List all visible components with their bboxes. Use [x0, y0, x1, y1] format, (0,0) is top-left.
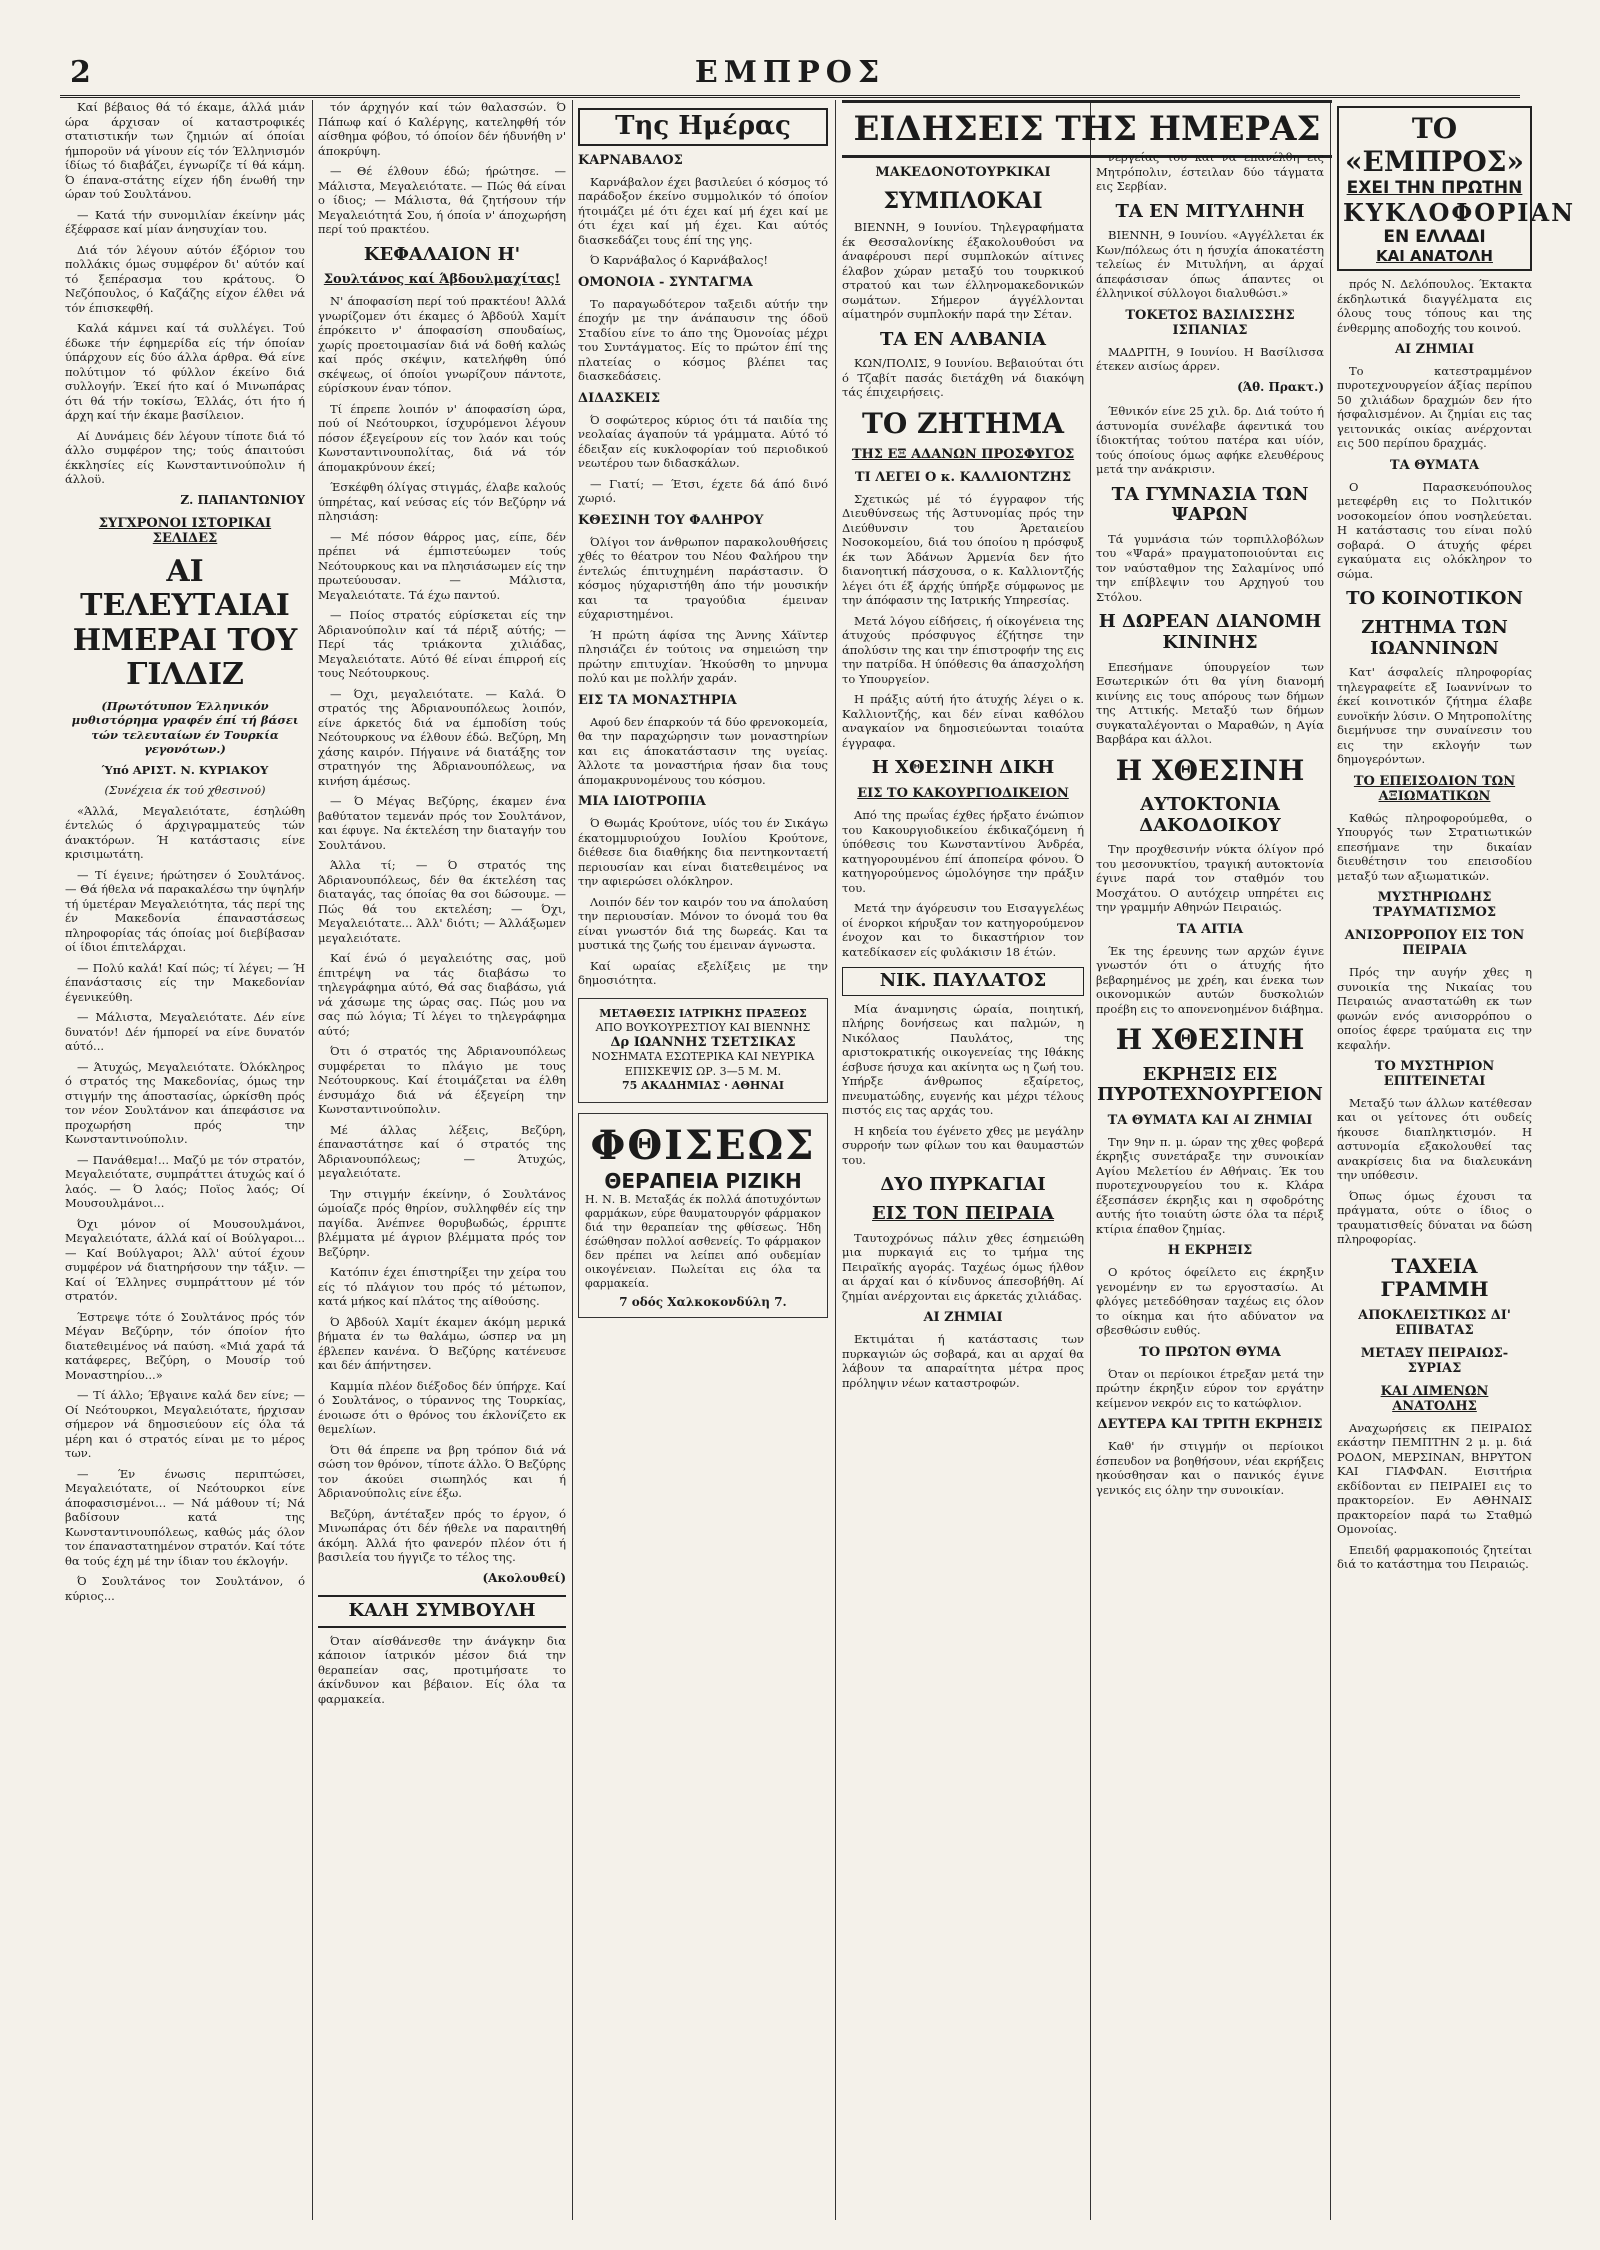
paragraph: Έκ της έρευνης των αρχών έγινε γνωστόν ότι ο άτυχής ήτο βεβαρημένος με χρέη, και ένεκα των οικονομικών αυτών δυσκολιών προέβη εις το απονενοημένον διάβημα.: [1096, 943, 1324, 1016]
paragraph: Σχετικώς μέ τό έγγραφον τής Διευθύνσεως τής Άστυνομίας πρός την Διεύθυνσιν του Άρεταιείου Νοσοκομείου, διά του όποίου η πρόσφυξ έκ των Άδάνων Άρμενία δεν ήτο διανοητική πάσχουσα, ο κ. Καλλιοντζής λέγει ότι έξ άρχής ύπήρξε σύμφωνος με την άπόφασιν της Ιατρικής Υπηρεσίας.: [842, 491, 1084, 608]
paragraph: — Θέ έλθουν έδώ; ήρώτησε. — Μάλιστα, Μεγαλειότατε. — Πώς θά είναι ο ίδιος; — Μάλιστα, θά ζητήσουν τήν Μεγαλειότητά Σου, ή όποία ν' άποχωρήση περί τού πρακτέου.: [318, 164, 566, 236]
item-heading: ΜΙΑ ΙΔΙΟΤΡΟΠΙΑ: [578, 794, 706, 810]
paragraph: Ό Σουλτάνος τον Σουλτάνον, ό κύριος...: [65, 1574, 305, 1603]
paragraph: — Γιατί; — Έτσι, έχετε δά άπό δινό χωριό.: [578, 476, 828, 506]
headline: ΤΑ ΑΙΤΙΑ: [1176, 921, 1244, 937]
headline: ΖΗΤΗΜΑ ΤΩΝ ΙΩΑΝΝΙΝΩΝ: [1361, 617, 1508, 659]
doctor-notice: [578, 998, 828, 1103]
item-heading: ΟΜΟΝΟΙΑ - ΣΥΝΤΑΓΜΑ: [578, 274, 753, 290]
headline: Η ΧΘΕΣΙΝΗ ΔΙΚΗ: [871, 757, 1055, 779]
item-heading: ΚΑΡΝΑΒΑΛΟΣ: [578, 152, 683, 168]
circulation-box: [1337, 106, 1576, 271]
headline: ΕΙΣ ΤΟΝ ΠΕΙΡΑΙΑ: [872, 1202, 1054, 1224]
headline: ΔΕΥΤΕΡΑ ΚΑΙ ΤΡΙΤΗ ΕΚΡΗΞΙΣ: [1097, 1417, 1323, 1433]
paragraph: Το παραγωδότερον ταξειδι αύτήν την έποχήν με την άνάπαυσιν της όδοϋ Σταδίου είνε το άπο της Όμονοίας μέχρι του Συντάγματος. Είς το πρώτον έπί της πλατείας ο κόσμος βλέπει τας διασκεδάσεις.: [578, 296, 828, 384]
headline: ΝΙΚ. ΠΑΥΛΑΤΟΣ: [842, 967, 1084, 996]
paragraph: — Πολύ καλά! Καί πώς; τί λέγει; — Ή έπανάστασις είς την Μακεδονίαν έγενικεύθη.: [65, 960, 305, 1004]
paragraph: πρός Ν. Δελόπουλος. Έκτακτα έκδηλωτικά διαγγέλματα εις όλους τους τόπους και της ένθερμης αποδοχής του κοινού.: [1337, 277, 1532, 335]
box-line: ΚΥΚΛΟΦΟΡΙΑΝ: [1343, 198, 1576, 227]
paragraph: ΒΙΕΝΝΗ, 9 Ιουνίου. Τηλεγραφήματα έκ Θεσσαλονίκης έξακολουθούσι να άναφέρουσι περί συμπλοκών αίτινες έλαβον χώραν μεταξύ του τουρκικού στρατού και των έλληνομακεδονικών σωμάτων. Σήμερον άγγέλλονται αίματηρόν συμπλοκήν παρά την Σέταν.: [842, 220, 1084, 322]
paragraph: νεργείας του και να επανέλθη εις Μητρόπολιν, έστειλαν δύο τάγματα εις Σερβίαν.: [1096, 150, 1324, 193]
item-heading: ΚΘΕΣΙΝΗ ΤΟΥ ΦΑΛΗΡΟΥ: [578, 512, 764, 528]
paragraph: Άλλα τί; — Ό στρατός της Άδριανουπόλεως, δέν θα έκτελέση τας διαταγάς, τας όποίας θα σοι δώσουμε. — Πώς θά του εκτελέση; — Όχι, Μεγαλειότατε... Άλλ' διότι; — Άλλάξωμεν μεγαλειότατε.: [318, 858, 566, 945]
paragraph: Καλά κάμνει καί τά συλλέγει. Τού έδωκε τήν έφημερίδα είς τήν όποίαν ύπάρχουν είς δύο άλλα άρθρα. Θά είνε πολύτιμον τό φύλλον έκείνο διά συλλογήν. Έκεί ήτο καί ό Μινωπάρας ότι θά τήν τοκίσω, Έλλάς, ότι ήτο ή άρχη καί τήν έκαμε βασίλειον.: [65, 321, 305, 422]
paragraph: Ό Θωμάς Κρούτονε, υίός του έν Σικάγω έκατομμυριούχου Ιουλίου Κρούτονε, διέθεσε δια διαθήκης δια πεντηκονταετή περιουσίαν και είναι διατεθειμένος να την αφιερώσει ολόκληρον.: [578, 816, 828, 889]
paragraph: Την 9ην π. μ. ώραν της χθες φοβερά έκρηξις συνετάραξε την συνοικίαν Αγίου Μελετίου έν Αθήναις. Έκ του πυροτεχνουργείου του κ. Κλάρα έξεσπάσεν έκρηξις και η σφοδρότης αυτής ήτο τοιαύτη ώστε όλα τα πέριξ κτίρια έπαθον ζημίας.: [1096, 1134, 1324, 1236]
paragraph: Καί βέβαιος θά τό έκαμε, άλλά μιάν ώρα άρχισαν οί καταστροφικές στατιστικήν των ζημιών αί όποίαι ήμποροϋν νά γίνουν είς τόν Έλληνισμόν ίδίως τό διαβάζει, έγνωρίζε τί θά κάμη. Ό έπανα-στάτης είχεν ήδη ένωθή την ώραν τού Σουλτάνου.: [65, 100, 305, 201]
paragraph: Όχι μόνον οί Μουσουλμάνοι, Μεγαλειότατε, άλλά καί οί Βούλγαροι... — Καί Βούλγαροι; Άλλ' αύτοί έχουν συμφέρον νά διατηρήσουν την τάξιν. — Καί οί Έλληνες συμπράττουν μέ τόν στρατόν.: [65, 1216, 305, 1304]
headline: ΑΝΙΣΟΡΡΟΠΟΥ ΕΙΣ ΤΟΝ ΠΕΙΡΑΙΑ: [1344, 928, 1525, 959]
paragraph: ΚΩΝ/ΠΟΛΙΣ, 9 Ιουνίου. Βεβαιούται ότι ό Τζαβίτ πασάς διετάχθη νά διακόψη τάς έπιχειρήσεις.: [842, 356, 1084, 400]
paragraph: Εκτιμάται ή κατάστασις των πυρκαγιών ώς σοβαρά, και αι αρχαί θα λάβουν τα απαραίτητα μέτρα προς πρόληψιν νέων καταστροφών.: [842, 1332, 1084, 1390]
paragraph: Ότι θά έπρεπε να βρη τρόπον διά νά σώση τον θρόνον, τίποτε άλλο. Ό Βεζύρης τον άκούει σιωπηλός και ή Άδριανούπολις είνε έξω.: [318, 1442, 566, 1501]
paragraph: Ν' άποφασίση περί τού πρακτέου! Άλλά γνωρίζομεν ότι έκαμες ό Άβδούλ Χαμίτ έπρόκειτο ν' άποφασίση σπουδαίως, χωρίς προετοιμασίαν διά νά δοθή καλώς καί πρός σκέψιν, κατελήφθη ύπό σκέψεως, οί όποίοι γνωρίζουν πάντοτε, εύρίσκουν έναν τόπον.: [318, 294, 566, 396]
headline: ΜΥΣΤΗΡΙΩΔΗΣ ΤΡΑΥΜΑΤΙΣΜΟΣ: [1372, 890, 1497, 921]
paragraph: «Άλλά, Μεγαλειότατε, έσηλώθη έντελώς ό άρχιγραμματεύς τών άνακτόρων. Ή κατάστασις είνε κρισιμωτάτη.: [65, 803, 305, 862]
headline: ΑΥΤΟΚΤΟΝΙΑ ΔΑΚΟΔΟΙΚΟΥ: [1139, 794, 1281, 836]
paragraph: Τί έπρεπε λοιπόν ν' άποφασίση ώρα, πού οί Νεότουρκοι, ίσχυρόμενοι λέγουν πόσον έξεγείρουν είς τον λαόν και τούς Κωνσταντινουπολίτας, διά νά τόν άπομακρύνουν έκεί;: [318, 401, 566, 474]
paragraph: Λοιπόν δέν τον καιρόν του να άπολαύση την περιουσίαν. Μόνον το όνομά του θα είναι γνωστόν διά της δωρεάς. Και τα μυστικά της ζωής του έμειναν άγνωστα.: [578, 894, 828, 953]
headline: ΣΥΜΠΛΟΚΑΙ: [883, 187, 1043, 214]
headline: ΚΑΙ ΛΙΜΕΝΩΝ ΑΝΑΤΟΛΗΣ: [1380, 1383, 1489, 1414]
paragraph: Η κηδεία του έγένετο χθες με μεγάλην συρροήν των φίλων του και θαυμαστών του.: [842, 1123, 1084, 1167]
paragraph: Καρνάβαλον έχει βασιλεύει ό κόσμος τό παράδοξον έκείνο συμμολικόν τό όποίον ήτοιμάζει μέ ότι έχει καί μή έχει καί με ότι έχει καί μή έχει. Και αύτός διασκεδάζει τους έπί της γης.: [578, 174, 828, 247]
paragraph: Ή πρώτη άφίσα της Άννης Χάϊντερ πλησιάζει έν τούτοις να σημειώση την πρώτην επιτυχίαν. Ήκούσθη το μηνυμα πολύ και με πολλήν χαράν.: [578, 627, 828, 686]
paragraph: — Ό Μέγας Βεζύρης, έκαμεν ένα βαθύτατον τεμενάν πρός τον Σουλτάνον, και έφυγε. Να έκτελέση την διαταγήν του Σουλτάνου.: [318, 794, 566, 852]
headline: ΤΑ ΓΥΜΝΑΣΙΑ ΤΩΝ ΨΑΡΩΝ: [1111, 483, 1309, 526]
paragraph: Μία άναμνησις ώραία, ποιητική, πλήρης δονήσεως και παλμών, η Νικόλαος Παυλάτος, της αριστοκρατικής οικογενείας της Ιθάκης έσβυσε ήσυχα και ακίνητα ως η ζωή του. Υπήρξε άνθρωπος εξαίρετος, πνευματώδης, ευγενής και μέχρι τέλους πιστός εις τας αρχάς του.: [842, 1001, 1084, 1118]
column-3: [578, 100, 828, 2220]
paragraph: Επεσήμανε ύπουργείον των Εσωτερικών ότι θα γίνη διανομή κινίνης εις τους απόρους των δήμων της Αττικής. Μεταξύ των δήμων συγκαταλέγονται ο Μαραθών, η Αγία Βαρβάρα και άλλοι.: [1096, 659, 1324, 747]
headline: ΤΟ ΕΠΕΙΣΟΔΙΟΝ ΤΩΝ ΑΞΙΩΜΑΤΙΚΩΝ: [1353, 773, 1516, 804]
source-credit: (Άθ. Πρακτ.): [1237, 379, 1324, 394]
paragraph: Καθ' ήν στιγμήν οι περίοικοι έσπευδον να βοηθήσουν, νέαι εκρήξεις ηκούσθησαν και ο πανικός έγινε γενικός εις όλην την συνοικίαν.: [1096, 1439, 1324, 1497]
headline: ΤΑ ΕΝ ΑΛΒΑΝΙΑ: [879, 328, 1047, 350]
paragraph: — Όχι, μεγαλειότατε. — Καλά. Ό στρατός της Άδριανουπόλεως λοιπόν, είνε άρκετός διά να έμποδίση τούς Νεότουρκους να έλθουν έδώ. Βεζύρη, Μη χάσης καιρόν. Πήγαινε νά διατάξης τον στρατηγόν της Άδριανουπόλεως, να κινήση άμέσως.: [318, 686, 566, 788]
chapter-heading: ΚΕΦΑΛΑΙΟΝ Η': [363, 243, 521, 265]
box-line: ΤΟ «ΕΜΠΡΟΣ»: [1344, 112, 1525, 178]
advert-text: Όταν αίσθάνεσθε την άνάγκην δια κάποιον ίατρικόν μέσον διά την θεραπείαν σας, προτιμήσατε το άκίνδυνον και βέβαιον. Είς όλα τα φαρμακεία.: [318, 1633, 566, 1706]
paragraph: Καθώς πληροφορούμεθα, ο Υπουργός των Στρατιωτικών επεσήμανε την δικαίαν διευθέτησιν του επεισοδίου μεταξύ των αξιωματικών.: [1337, 810, 1532, 883]
headline: Η ΔΩΡΕΑΝ ΔΙΑΝΟΜΗ ΚΙΝΙΝΗΣ: [1098, 611, 1322, 654]
paragraph: — Ποίος στρατός εύρίσκεται είς την Άδριανούπολιν καί τά πέριξ αύτής; — Περί τάς τριάκοντα χιλιάδας, Μεγαλειότατε. Αύτό θέ είναι έπιρροή είς τους Νεότουρκους.: [318, 608, 566, 681]
paragraph: Αφού δεν έπαρκούν τά δύο φρενοκομεία, θα την παραχώρησιν των μοναστηρίων και εις άποκατάστασιν της υγείας. Άλλοτε τα μοναστήρια ήσαν δια τους άπομακρυνομένους του κόσμου.: [578, 714, 828, 787]
headline: ΤΑ ΘΥΜΑΤΑ: [1389, 457, 1480, 473]
continued-note: (Ακολουθεί): [482, 1570, 566, 1585]
advert-text: Η. Ν. Β. Μεταξάς έκ πολλά άποτυχόντων φαρμάκων, εύρε θαυματουργόν φάρμακον διά την θεραπείαν της φθίσεως. Ήδη έσώθησαν πολλοί ασθενείς. Το φάρμακον δεν πρέπει να λείπει από ουδεμίαν οικογένειαν. Πωλείται εις όλα τα φαρμακεία.: [585, 1192, 821, 1290]
paragraph: Ό σοφώτερος κύριος ότι τά παιδία της νεολαίας άγαπούν τά γράμματα. Αύτό τό έδειξαν είς κυκλοφορίαν τού περιοδικού νεωτέρου των διδασκάλων.: [578, 412, 828, 471]
headline: ΤΟ ΜΥΣΤΗΡΙΟΝ ΕΠΙΤΕΙΝΕΤΑΙ: [1374, 1059, 1495, 1089]
paragraph: Καμμία πλέον διέξοδος δέν ύπήρχε. Καί ό Σουλτάνος, ο τύραννος της Τουρκίας, ένοιωσε ότι ο θρόνος του έκλονίζετο εκ θεμελίων.: [318, 1378, 566, 1437]
box-line: ΕΧΕΙ ΤΗΝ ΠΡΩΤΗΝ: [1346, 178, 1523, 198]
paragraph: Από της πρωΐας έχθες ήρξατο ένώπιον του Κακουργιοδικείου έκδικαζόμενη ή ύπόθεσις του Κωνσταντίνου Άνδρέα, κατηγορουμένου έπί άποπείρα φόνου. Ό κατηγορούμενος ώμολόγησε την πράξιν του.: [842, 808, 1084, 895]
advert-subheadline: ΘΕΡΑΠΕΙΑ ΡΙΖΙΚΗ: [604, 1168, 802, 1193]
paragraph: — Τί άλλο; Έβγαινε καλά δεν είνε; — Οί Νεότουρκοι, Μεγαλειότατε, ήρχισαν σήμερον νά δημοσιεύουν είς όλα τά μέρη και ό στρατός είναι με το μέρος των.: [65, 1388, 305, 1461]
kicker: ΣΥΓΧΡΟΝΟΙ ΙΣΤΟΡΙΚΑΙ ΣΕΛΙΔΕΣ: [98, 516, 272, 546]
column-5: [1096, 150, 1324, 2220]
serial-title: ΑΙ ΤΕΛΕΥΤΑΙΑΙ ΗΜΕΡΑΙ ΤΟΥ ΓΙΛΔΙΖ: [72, 553, 298, 693]
column-6: [1337, 100, 1576, 2220]
paragraph: Κατόπιν έχει έπιστηρίξει την χείρα του είς τό πλάγιον του πρός τό μέτωπον, κατά μήκος καί πλάτος της αίθούσης.: [318, 1265, 566, 1309]
paragraph: — Κατά τήν συνομιλίαν έκείνην μάς έξέφρασε καί μίαν άνησυχίαν του.: [65, 207, 305, 236]
headline: ΑΠΟΚΛΕΙΣΤΙΚΩΣ ΔΙ' ΕΠΙΒΑΤΑΣ: [1358, 1307, 1511, 1338]
paragraph: Έθνικόν είνε 25 χιλ. δρ. Διά τούτο ή άστυνομία συνέλαβε άφεντικά του ίδιοκτήτας τούτου πατέρα και υίόν, τούς όποίους όμως αφήκε ελευθέρους μετά την ανάκρισιν.: [1096, 404, 1324, 477]
notice-line: ΝΟΣΗΜΑΤΑ ΕΣΩΤΕΡΙΚΑ ΚΑΙ ΝΕΥΡΙΚΑ: [591, 1050, 815, 1064]
chapter-subheading: Σουλτάνος καί Άβδουλμαχίτας!: [323, 272, 561, 288]
headline: Η ΧΘΕΣΙΝΗ: [1115, 1023, 1305, 1057]
headline: ΤΟΚΕΤΟΣ ΒΑΣΙΛΙΣΣΗΣ ΙΣΠΑΝΙΑΣ: [1125, 307, 1295, 338]
headline: ΕΙΣ ΤΟ ΚΑΚΟΥΡΓΙΟΔΙΚΕΙΟΝ: [857, 786, 1069, 802]
paragraph: Ό Καρνάβαλος ό Καρνάβαλος!: [590, 253, 769, 268]
headline: ΤΟ ΚΟΙΝΟΤΙΚΟΝ: [1346, 588, 1523, 610]
page-number: 2: [70, 55, 91, 90]
paragraph: — Άτυχώς, Μεγαλειότατε. Όλόκληρος ό στρατός της Μακεδονίας, όμως την στιγμήν της άποστασίας, ώρκίσθη πρός τον νέον Σουλτάνον και άπεφάσισε να προχωρήση πρός την Κωνσταντινούπολιν.: [65, 1059, 305, 1147]
section-title: Της Ημέρας: [578, 108, 828, 146]
paragraph: Μεταξύ των άλλων κατέθεσαν και οι γείτονες ότι ουδείς ήκουσε διαπληκτισμόν. Η αστυνομία εξακολουθεί τας ανακρίσεις δια να διαλευκάνη την υπόθεσιν.: [1337, 1095, 1532, 1183]
paragraph: Πρός την αυγήν χθες η συνοικία της Νικαίας του Πειραιώς αναστατώθη εκ των φωνών ενός ανισορρόπου ο οποίος έφερε τραύματα εις την κεφαλήν.: [1337, 965, 1532, 1052]
paragraph: Διά τόν λέγουν αύτόν έξόριον του πολλάκις όμως συμφέρον δι' αύτόν καί τό ξεπέρασμα του κράτους. Ό Νεζόπουλος, ό Καζάζης είχον έλθει νά τόν έπισκεφθή.: [65, 242, 305, 315]
headline: ΑΙ ΖΗΜΙΑΙ: [1394, 342, 1475, 357]
paragraph: Την προχθεσινήν νύκτα όλίγον πρό του μεσονυκτίου, τραγική αυτοκτονία έγινε παρά τον σταθμόν του Μοσχάτου. Ο αυτόχειρ υπηρέτει εις την γραμμήν Αθηνών Πειραιώς.: [1096, 842, 1324, 915]
paragraph: — Τί έγεινε; ήρώτησεν ό Σουλτάνος. — Θά ήθελα νά παρακαλέσω την ύψηλήν τή ύμετέραν Μεγαλειότητα, τάς περί της έν Μακεδονία έπαναστάσεως πληροφορίας τάς όποίας μοί διεβίβασαν οί ίδιοι έπιτελάρχαι.: [65, 867, 305, 955]
paragraph: Καί ένώ ό μεγαλειότης σας, μοϋ έπιτρέψη να τάς διαβάσω το τηλεγράφημα αύτό, Θά σας διαβάσω, γιά νά χάσωμε της ώρας σας. Πώς μου να σας πώ λόγια; Τί λέγει το τηλεγράφημα αύτό;: [318, 951, 566, 1038]
newspaper-title: ΕΜΠΡΟΣ: [694, 55, 886, 90]
masthead: [60, 55, 1520, 98]
column-2: [318, 100, 566, 2220]
paragraph: — Μάλιστα, Μεγαλειότατε. Δέν είνε δυνατόν! Δέν ήμπορεί να είνε δυνατόν αύτό...: [65, 1010, 305, 1054]
paragraph: Έστρεψε τότε ό Σουλτάνος πρός τόν Μέγαν Βεζύρην, τόν όποίον ήτο διατεθειμένος νά παύση. «Μιά χαρά τά κατάφερες, Βεζύρη, ο Μουσίρ τού Μοναστηρίου...»: [65, 1309, 305, 1382]
paragraph: Το κατεστραμμένον πυροτεχνουργείον άξίας περίπου 50 χιλιάδων δραχμών δεν ήτο ήσφαλισμένον. Αι ζημίαι εις τας γειτονικάς οικίας ανέρχονται εις 500 περίπου δραχμάς.: [1337, 363, 1532, 451]
box-line: ΚΑΙ ΑΝΑΤΟΛΗ: [1376, 247, 1493, 265]
paragraph: Αναχωρήσεις εκ ΠΕΙΡΑΙΩΣ εκάστην ΠΕΜΠΤΗΝ 2 μ. μ. διά ΡΟΔΟΝ, ΜΕΡΣΙΝΑΝ, ΒΗΡΥΤΟΝ ΚΑΙ ΓΙΑΦΦΑΝ. Εισιτήρια εκδίδονται εν ΠΕΙΡΑΙΕΙ εις το πρακτορείον. Εν ΑΘΗΝΑΙΣ πρακτορείον παρά τω Σταθμώ Ομονοίας.: [1337, 1420, 1532, 1537]
paragraph: Ότι ό στρατός της Άδριανουπόλεως συμφέρεται το πλάγιο με τους Νεότουρκους. Καί έτοιμάζεται να έλθη ένσυμάχο διά νά έξεγείρη την Κωνσταντινούπολιν.: [318, 1044, 566, 1117]
headline: ΜΑΚΕΔΟΝΟΤΟΥΡΚΙΚΑΙ: [875, 165, 1051, 180]
serial-continued: (Συνέχεια έκ τού χθεσινού): [104, 783, 266, 798]
paragraph: Όπως όμως έχουσι τα πράγματα, ούτε ο ίδιος ο τραυματισθείς δύναται να δώση πληροφορίας.: [1337, 1188, 1532, 1247]
paragraph: Την στιγμήν έκείνην, ό Σουλτάνος ώμοίαζε πρός θηρίον, συλληφθέν είς την παγίδα. Άνέπνεε θορυβωδώς, έρριπτε βλέμματα μέ άγριον βλέμματα πρός τον Βεζύρην.: [318, 1186, 566, 1259]
paragraph: — Έν ένωσις περιπτώσει, Μεγαλειότατε, οί Νεότουρκοι είνε άποφασισμένοι... — Νά μάθουν τί; Νά βαδίσουν κατά της Κωνσταντινουπόλεως, καθώς μάς όλον τον έπαναστατημένον στρατόν. Καί τότε θα τούς έχη μέ την ίδιαν του έκλογήν.: [65, 1466, 305, 1568]
headline: Η ΕΚΡΗΞΙΣ: [1167, 1243, 1253, 1259]
column-rule: [312, 100, 313, 2220]
headline: ΤΑ ΕΝ ΜΙΤΥΛΗΝΗ: [1115, 200, 1305, 222]
paragraph: Καί ωραίας εξελίξεις με την δημοσιότητα.: [578, 958, 828, 988]
notice-line: Δρ ΙΩΑΝΝΗΣ ΤΣΕΤΣΙΚΑΣ: [610, 1034, 796, 1050]
headline: ΤΟ ΠΡΩΤΟΝ ΘΥΜΑ: [1139, 1344, 1281, 1360]
news-title: ΕΙΔΗΣΕΙΣ ΤΗΣ ΗΜΕΡΑΣ: [842, 100, 1332, 158]
paragraph: Βεζύρη, άντέταξεν πρός το έργον, ό Μινωπάρας ότι δέν ήθελε να παραιτηθή άκόμη. Άλλά ήτο φανερόν πλέον ότι ή βασιλεία του ήγγιζε το τέλος της.: [318, 1506, 566, 1565]
paragraph: Τά γυμνάσια τών τορπιλλοβόλων του «Ψαρά» πραγματοποιούνται εις τον ναύσταθμον της Σαλαμίνος υπό την επίβλεψιν του Αρχηγού του Στόλου.: [1096, 531, 1324, 604]
paragraph: Μέ άλλας λέξεις, Βεζύρη, έπαναστάτησε καί ό στρατός της Άδριανουπόλεως; — Άτυχώς, μεγαλειότατε.: [318, 1122, 566, 1181]
headline: ΤΑ ΘΥΜΑΤΑ ΚΑΙ ΑΙ ΖΗΜΙΑΙ: [1107, 1112, 1313, 1128]
item-heading: ΕΙΣ ΤΑ ΜΟΝΑΣΤΗΡΙΑ: [578, 692, 737, 708]
column-1: [65, 100, 305, 2220]
paragraph: Ο κρότος όφείλετο εις έκρηξιν γενομένην εν τω εργοστασίω. Αι φλόγες μετεδόθησαν ταχέως εις όλον το οίκημα και ήτο αδύνατον να σβεσθώσιν ευθύς.: [1096, 1265, 1324, 1338]
paragraph: Αί Δυνάμεις δέν λέγουν τίποτε διά τό άλλο συμφέρον της; τούς άπαιτούσι έκκλησίες είς Κωνσταντινούπολιν ή άλλοϋ.: [65, 428, 305, 486]
serial-subtitle: (Πρωτότυπον Έλληνικόν μυθιστόρημα γραφέν έπί τή βάσει τών τελευταίων έν Τουρκία γεγονότων.): [71, 698, 299, 757]
phthisis-advert: [578, 1113, 828, 1319]
paragraph: Ό Άβδούλ Χαμίτ έκαμεν άκόμη μερικά βήματα έν τω θαλάμω, ώσπερ να μη έβλεπεν κανένα. Ό Βεζύρης κατένευσε και δέν άπήντησεν.: [318, 1314, 566, 1373]
paragraph: Έσκέφθη όλίγας στιγμάς, έλαβε καλούς ύπηρέτας, καί νεύσας είς τόν Βεζύρην νά πλησιάση:: [318, 480, 566, 524]
headline: ΤΟ ΖΗΤΗΜΑ: [862, 406, 1064, 440]
column-rule: [1330, 100, 1331, 2220]
paragraph: τόν άρχηγόν καί τών θαλασσών. Ό Πάπωφ καί ό Καλέργης, κατεληφθή τόν αίσθημα φόβου, τό όποίον δέν ήδυνήθη ν' άποκρύψη.: [318, 100, 566, 158]
headline: ΕΚΡΗΞΙΣ ΕΙΣ ΠΥΡΟΤΕΧΝΟΥΡΓΕΙΟΝ: [1097, 1063, 1323, 1106]
column-rule: [835, 100, 836, 2220]
signature: Ζ. ΠΑΠΑΝΤΩΝΙΟΥ: [180, 492, 305, 507]
paragraph: Επειδή φαρμακοποιός ζητείται διά το κατάστημα του Πειραιώς.: [1337, 1542, 1532, 1572]
headline: ΜΕΤΑΞΥ ΠΕΙΡΑΙΩΣ-ΣΥΡΙΑΣ: [1360, 1345, 1509, 1376]
advert-title: ΚΑΛΗ ΣΥΜΒΟΥΛΗ: [318, 1595, 566, 1628]
paragraph: — Πανάθεμα!... Μαζύ με τόν στρατόν, Μεγαλειότατε, συμπράττει άτυχώς καί ό λαός. — Ό λαός; Ποϊος λαός; Οί Μουσουλμάνοι...: [65, 1152, 305, 1211]
serial-author: Ύπό ΑΡΙΣΤ. Ν. ΚΥΡΙΑΚΟΥ: [101, 762, 269, 777]
column-rule: [1090, 100, 1091, 2220]
headline: Η ΧΘΕΣΙΝΗ: [1115, 753, 1305, 787]
paragraph: Όταν οι περίοικοι έτρεξαν μετά την πρώτην έκρηξιν εύρον τον εργάτην κείμενον νεκρόν εις το κατώφλιον.: [1096, 1366, 1324, 1410]
advert-address: 7 οδός Χαλκοκονδύλη 7.: [619, 1294, 787, 1309]
paragraph: ΒΙΕΝΝΗ, 9 Ιουνίου. «Αγγέλλεται έκ Κων/πόλεως ότι η ήσυχία άποκατέστη τελείως έν Μιτυλήνη, αι άρχαί άπεφάσισαν όπως άπαντες οι έλληνικοί σύλλογοι διαλυθώσι.»: [1096, 228, 1324, 301]
box-line: ΕΝ ΕΛΛΑΔΙ: [1383, 227, 1486, 247]
paragraph: — Μέ πόσον θάρρος μας, είπε, δέν πρέπει νά έμπιστεύωμεν τούς Νεότουρκους και να πλησιάσωμεν είς την πρωτεύουσαν. — Μάλιστα, Μεγαλειότατε. Τά έχω παντού.: [318, 529, 566, 602]
notice-line: ΜΕΤΑΘΕΣΙΣ ΙΑΤΡΙΚΗΣ ΠΡΑΞΕΩΣ: [599, 1006, 807, 1020]
column-rule: [572, 100, 573, 2220]
notice-line: ΕΠΙΣΚΕΨΙΣ ΩΡ. 3—5 Μ. Μ.: [624, 1064, 782, 1078]
item-heading: ΔΙΔΑΣΚΕΙΣ: [578, 390, 661, 406]
headline: ΤΑΧΕΙΑ ΓΡΑΜΜΗ: [1380, 1253, 1489, 1301]
paragraph: Ταυτοχρόνως πάλιν χθες έσημειώθη μια πυρκαγιά εις το τμήμα της Πειραϊκής αγοράς. Ταχέως όμως ήλθον αι άρχαί και ό κίνδυνος άπεσοβήθη. Αί ζημίαι ανέρχονται εις άρκετάς χιλιάδας.: [842, 1230, 1084, 1303]
paragraph: Μετά λόγου είδήσεις, ή οίκογένεια της άτυχούς πρόσφυγος έζήτησε την άπολύσιν της και την έπιστροφήν της εις την πατρίδα. Η ύπόθεσις θα άπασχολήση το Υπουργείον.: [842, 613, 1084, 686]
headline: ΑΙ ΖΗΜΙΑΙ: [923, 1310, 1003, 1326]
headline: ΤΙ ΛΕΓΕΙ Ο κ. ΚΑΛΛΙΟΝΤΖΗΣ: [854, 470, 1072, 486]
notice-line: 75 ΑΚΑΔΗΜΙΑΣ · ΑΘΗΝΑΙ: [621, 1079, 785, 1093]
paragraph: ΜΑΔΡΙΤΗ, 9 Ιουνίου. Η Βασίλισσα έτεκεν αισίως άρρεν.: [1096, 344, 1324, 374]
notice-line: ΑΠΟ ΒΟΥΚΟΥΡΕΣΤΙΟΥ ΚΑΙ ΒΙΕΝΝΗΣ: [595, 1021, 811, 1035]
paragraph: Ο Παρασκευόπουλος μετεφέρθη εις το Πολιτικόν νοσοκομείον όπου νοσηλεύεται. Η κατάστασις του είναι πολύ σοβαρά. Ο άτυχής φέρει εγκαύματα εις ολόκληρον το σώμα.: [1337, 479, 1532, 581]
paragraph: Κατ' άσφαλείς πληροφορίας τηλεγραφείτε εξ Ιωαννίνων το έκεί κοινοτικόν ζήτημα έλαβε ευνοϊκήν λύσιν. Ο Μητροπολίτης διεμήνυσε την συναίνεσιν του εις την εκλογήν των δημογερόντων.: [1337, 665, 1532, 767]
paragraph: Μετά την άγόρευσιν του Εισαγγελέως οί ένορκοι κήρυξαν τον κατηγορούμενον ένοχον και το δικαστήριον τον κατεδίκασεν είς φυλάκισιν 18 έτών.: [842, 901, 1084, 959]
headline: ΔΥΟ ΠΥΡΚΑΓΙΑΙ: [880, 1174, 1046, 1196]
paragraph: Όλίγοι τον άνθρωπον παρακολουθήσεις χθές το θέατρον του Νέου Φαλήρου την έντελώς έπιτυχημένη παράστασιν. Ό κόσμος ηύχαριστήθη άπο τήν μουσικήν και τα τραγούδια έμειναν εύχαριστημένοι.: [578, 534, 828, 622]
paragraph: Η πράξις αύτή ήτο άτυχής λέγει ο κ. Καλλιοντζής, και δέν είναι καθόλου αναγκαίον να δημοσιεύωνται τοιαύτα έγγραφα.: [842, 692, 1084, 750]
headline: ΤΗΣ ΕΞ ΑΔΑΝΩΝ ΠΡΟΣΦΥΓΟΣ: [851, 447, 1075, 463]
advert-headline: ΦΘΙΣΕΩΣ: [590, 1121, 816, 1169]
